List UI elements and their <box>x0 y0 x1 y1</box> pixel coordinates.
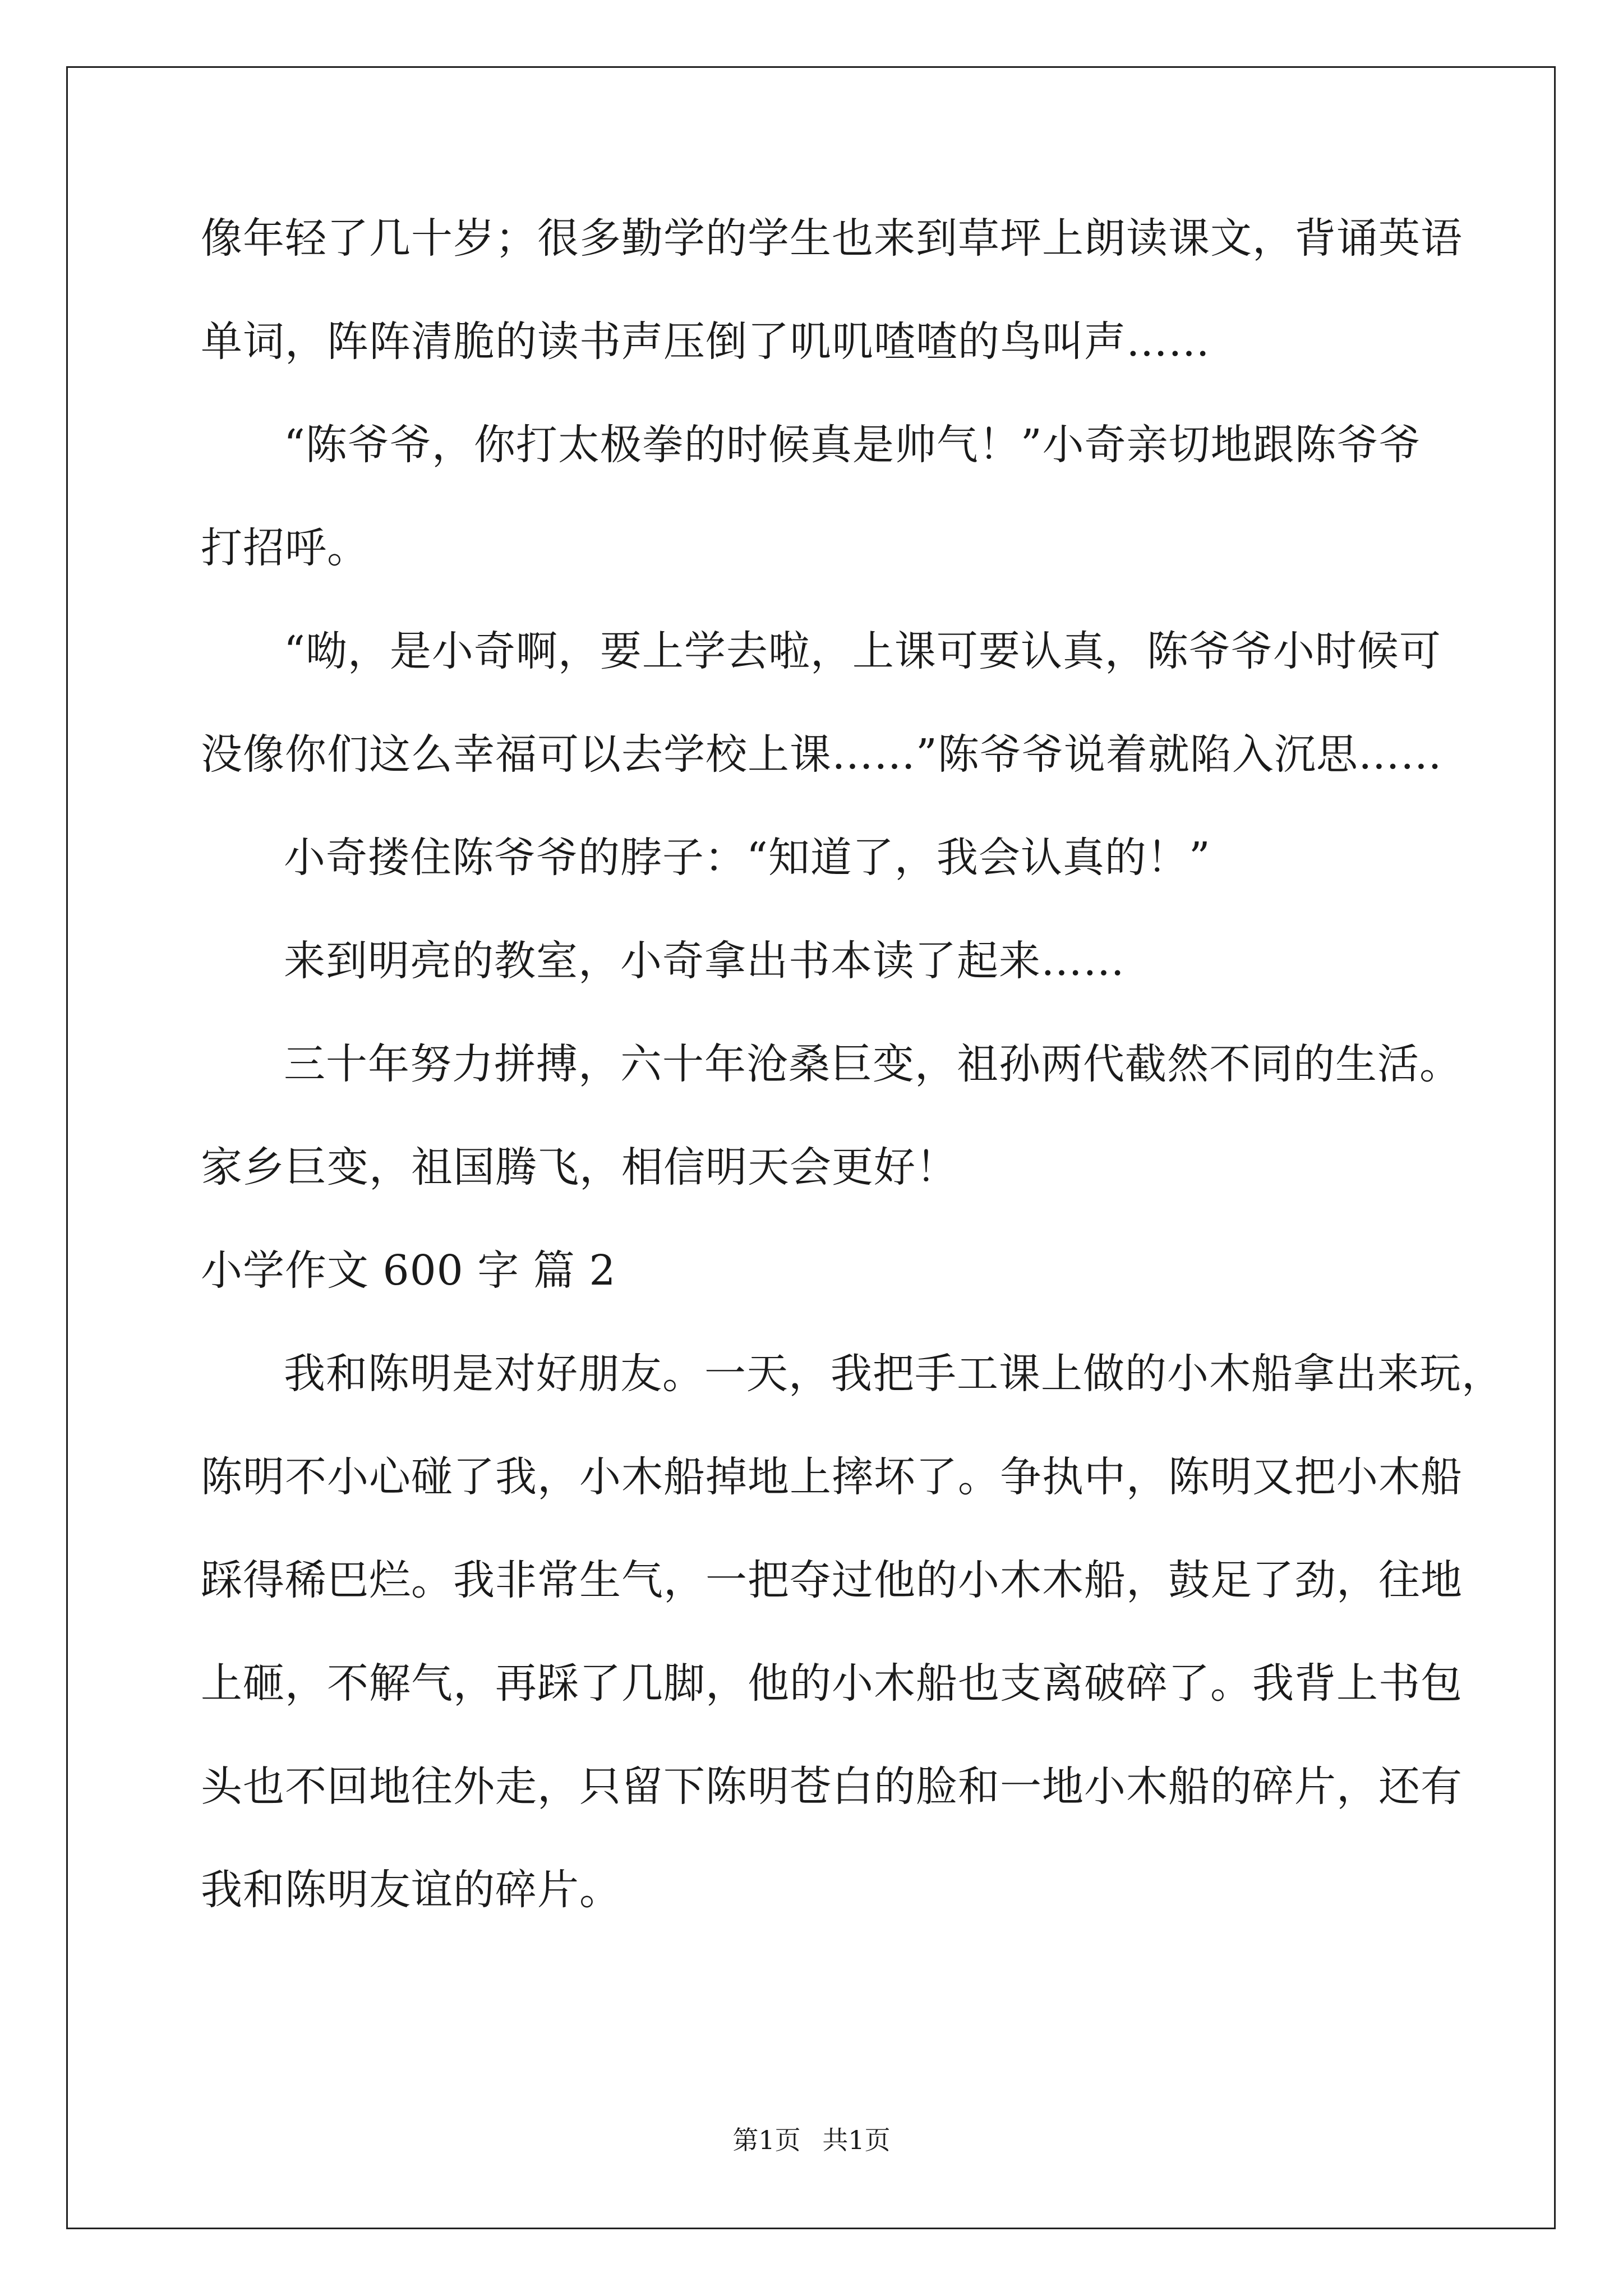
paragraph-line: “呦，是小奇啊，要上学去啦，上课可要认真，陈爷爷小时候可 <box>284 627 1441 675</box>
page-total: 共1页 <box>822 2125 891 2155</box>
paragraph-line: 没像你们这么幸福可以去学校上课……”陈爷爷说着就陷入沉思…… <box>201 730 1442 779</box>
paragraph-line: 像年轻了几十岁；很多勤学的学生也来到草坪上朗读课文，背诵英语 <box>201 214 1463 263</box>
paragraph-line: 三十年努力拼搏，六十年沧桑巨变，祖孙两代截然不同的生活。 <box>284 1040 1461 1088</box>
paragraph-line: 我和陈明友谊的碎片。 <box>201 1866 621 1914</box>
paragraph-line: 来到明亮的教室，小奇拿出书本读了起来…… <box>284 937 1125 985</box>
paragraph-line: 陈明不小心碰了我，小木船掉地上摔坏了。争执中，陈明又把小木船 <box>201 1453 1463 1501</box>
paragraph-line: 踩得稀巴烂。我非常生气，一把夺过他的小木木船，鼓足了劲，往地 <box>201 1556 1463 1604</box>
paragraph-line: 头也不回地往外走，只留下陈明苍白的脸和一地小木船的碎片，还有 <box>201 1763 1463 1811</box>
paragraph-line: 打招呼。 <box>201 524 369 572</box>
page-footer <box>0 2127 1623 2153</box>
paragraph-line: 单词，阵阵清脆的读书声压倒了叽叽喳喳的鸟叫声…… <box>201 318 1210 366</box>
paragraph-line: 小奇搂住陈爷爷的脖子：“知道了，我会认真的！” <box>284 834 1211 882</box>
paragraph-line: “陈爷爷，你打太极拳的时候真是帅气！”小奇亲切地跟陈爷爷 <box>284 421 1421 469</box>
section-heading: 小学作文 600 字 篇 2 <box>201 1246 616 1295</box>
page-number: 第1页 <box>732 2125 801 2155</box>
paragraph-line: 上砸，不解气，再踩了几脚，他的小木船也支离破碎了。我背上书包 <box>201 1659 1463 1708</box>
paragraph-line: 我和陈明是对好朋友。一天，我把手工课上做的小木船拿出来玩， <box>284 1350 1504 1398</box>
paragraph-line: 家乡巨变，祖国腾飞，相信明天会更好！ <box>201 1143 958 1191</box>
